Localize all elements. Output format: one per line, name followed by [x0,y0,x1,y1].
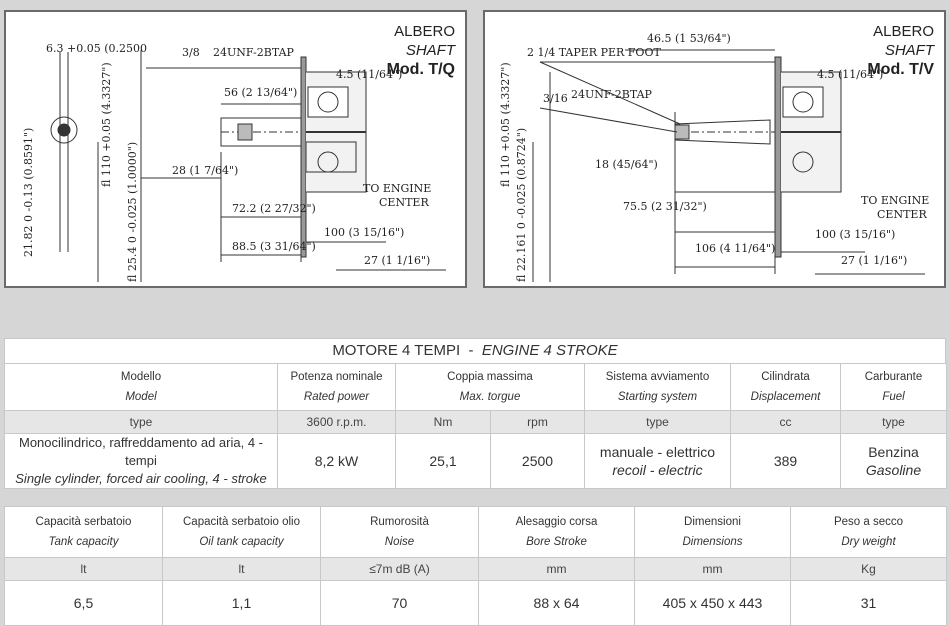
header-noise: Rumorosità Noise [321,507,479,558]
dim-taper: 2 1/4 TAPER PER FOOT [527,46,661,59]
unit-cell: type [841,411,947,434]
dim-88-5: 88.5 (3 31/64") [232,240,316,253]
header-bore-stroke: Alesaggio corsa Bore Stroke [479,507,635,558]
label-albero-tv: ALBERO [873,23,934,40]
unit-cell: rpm [491,411,585,434]
label-albero: ALBERO [394,23,455,40]
capacity-spec-table [4,506,946,626]
dim-28: 28 (1 7/64") [172,164,239,177]
header-displacement: Cilindrata Displacement [731,364,841,411]
note-center: CENTER [379,196,429,209]
header-rated-power: Potenza nominale Rated power [278,364,396,411]
value-noise: 70 [321,581,479,626]
value-model: Monocilindrico, raffreddamento ad aria, 4 - tempi Single cylinder, forced air cooling, 4 - stroke [5,434,278,489]
value-oil-tank-capacity: 1,1 [163,581,321,626]
dim-fl-110-tv: fl 110 +0.05 (4.3327") [499,62,512,187]
header-model: Modello Model [5,364,278,411]
unit-cell: type [5,411,278,434]
dim-fl-110: fl 110 +0.05 (4.3327") [100,62,113,187]
dim-4-5: 4.5 (11/64") [336,68,403,81]
dim-fl-22-161: fl 22.161 0 -0.025 (0.8724") [515,127,528,282]
value-displacement: 389 [731,434,841,489]
header-dimensions: Dimensioni Dimensions [635,507,791,558]
value-dry-weight: 31 [791,581,947,626]
dim-46-5: 46.5 (1 53/64") [647,32,731,45]
dim-56: 56 (2 13/64") [224,86,298,99]
header-fuel: Carburante Fuel [841,364,947,411]
label-shaft: SHAFT [405,42,455,59]
table2-header-row [5,507,947,558]
value-bore-stroke: 88 x 64 [479,581,635,626]
dim-4-5-tv: 4.5 (11/64") [817,68,884,81]
dim-thread-size: 3/8 [182,46,200,59]
caption-sep: - [468,342,474,359]
dim-21-82: 21.82 0 -0.13 (0.8591") [22,127,35,257]
header-max-torque: Coppia massima Max. torgue [396,364,585,411]
header-tank-capacity: Capacità serbatoio Tank capacity [5,507,163,558]
header-starting-system: Sistema avviamento Starting system [585,364,731,411]
unit-cell: type [585,411,731,434]
value-tank-capacity: 6,5 [5,581,163,626]
value-torque-nm: 25,1 [396,434,491,489]
note-to-engine: TO ENGINE [363,182,432,195]
dim-100-tv: 100 (3 15/16") [815,228,896,241]
caption-it: MOTORE 4 TEMPI [332,342,461,359]
caption-en: ENGINE 4 STROKE [481,342,618,359]
dim-100: 100 (3 15/16") [324,226,405,239]
dim-thread-spec-tv: 24UNF-2BTAP [571,88,652,101]
unit-cell: lt [163,558,321,581]
unit-cell: 3600 r.p.m. [278,411,396,434]
table1-header-row [5,364,947,411]
header-dry-weight: Peso a secco Dry weight [791,507,947,558]
dim-106: 106 (4 11/64") [695,242,776,255]
note-center-tv: CENTER [877,208,927,221]
dim-keyway-width: 6.3 +0.05 (0.2500 [46,42,147,55]
unit-cell: cc [731,411,841,434]
value-starting: manuale - elettrico recoil - electric [585,434,731,489]
shaft-drawing-tv [483,10,946,288]
dim-75-5: 75.5 (2 31/32") [623,200,707,213]
table2-unit-row [5,558,947,581]
table-caption [4,338,946,363]
value-torque-rpm: 2500 [491,434,585,489]
value-dimensions: 405 x 450 x 443 [635,581,791,626]
dim-18: 18 (45/64") [595,158,658,171]
dim-27-tv: 27 (1 1/16") [841,254,908,267]
unit-cell: Nm [396,411,491,434]
label-shaft-tv: SHAFT [884,42,934,59]
table1-unit-row [5,411,947,434]
drawing-label-tv [867,22,934,79]
table1-value-row [5,434,947,489]
unit-cell: ≤7m dB (A) [321,558,479,581]
drawing-label-tq [387,22,455,79]
unit-cell: mm [635,558,791,581]
label-model-tv: Mod. T/V [867,61,934,78]
shaft-drawing-tq [4,10,467,288]
note-to-engine-tv: TO ENGINE [861,194,930,207]
dim-72-2: 72.2 (2 27/32") [232,202,316,215]
table2-value-row [5,581,947,626]
dim-thread-spec: 24UNF-2BTAP [213,46,294,59]
unit-cell: lt [5,558,163,581]
dim-27: 27 (1 1/16") [364,254,431,267]
dim-fl-25-4: fl 25.4 0 -0.025 (1.0000") [126,141,139,282]
header-oil-tank-capacity: Capacità serbatoio olio Oil tank capacity [163,507,321,558]
value-fuel: Benzina Gasoline [841,434,947,489]
value-power: 8,2 kW [278,434,396,489]
dim-3-16: 3/16 [543,92,568,105]
unit-cell: Kg [791,558,947,581]
label-model: Mod. T/Q [386,61,455,78]
unit-cell: mm [479,558,635,581]
engine-spec-table [4,338,946,489]
